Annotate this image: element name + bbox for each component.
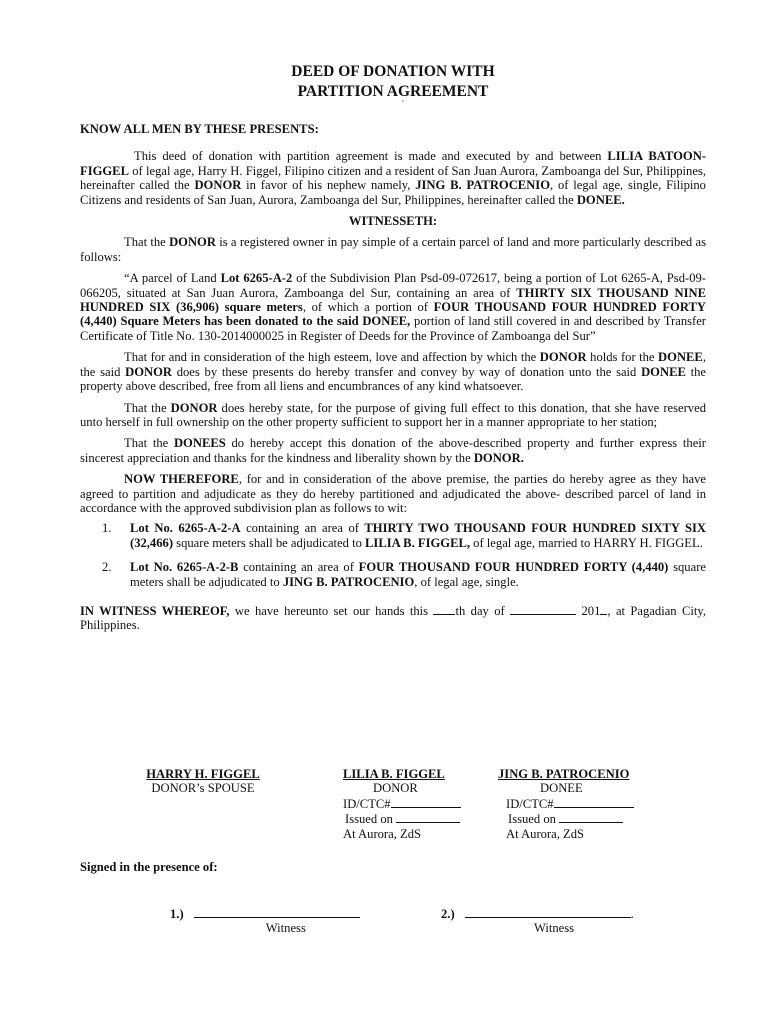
deed-document (80, 62, 706, 633)
acceptance-paragraph: That the DONEES do hereby accept this donation of the above-described property and further express their sincerest appreciation and thanks for the kindness and liberality shown by the DONOR. (80, 436, 707, 465)
witnesseth-heading: WITNESSETH: (348, 214, 438, 229)
signatory-role: DONOR’s SPOUSE (151, 781, 255, 796)
witness-signature-line[interactable] (194, 905, 360, 918)
signatory-name: JING B. PATROCENIO (498, 767, 630, 781)
signatory-role: DONOR (373, 781, 418, 796)
signatory-spouse (136, 767, 270, 796)
signatory-name: HARRY H. FIGGEL (146, 767, 260, 781)
witness-trailing-mark: . (630, 907, 634, 921)
day-blank[interactable] (433, 603, 455, 615)
now-therefore-paragraph: NOW THEREFORE, for and in consideration of the above premise, the parties do hereby agree as they have agreed to partition and adjudicate as they do hereby partitioned and adjudicated the above- described parcel of land in accordance with the approved subdivision plan as follows to wit: (80, 472, 706, 515)
witness-label: Witness (265, 921, 306, 936)
witness-signature-line[interactable] (465, 905, 631, 918)
witness-1 (170, 905, 360, 936)
adjudication-item-1 (80, 521, 706, 550)
id-ctc-blank[interactable] (391, 796, 461, 808)
item-text: Lot No. 6265-A-2-B containing an area of FOUR THOUSAND FOUR HUNDRED FORTY (4,440) square meters shall be adjudicated to JING B. PATROCENIO, of legal age, single. (130, 560, 706, 589)
signature-block (0, 767, 768, 847)
adjudication-item-2 (80, 560, 706, 589)
document-title-line2: PARTITION AGREEMENT (297, 83, 489, 100)
witness-number: 2.) (441, 907, 455, 921)
signatory-donor (343, 767, 461, 841)
signed-presence-heading: Signed in the presence of: (80, 860, 218, 874)
item-number: 1. (102, 521, 112, 536)
in-witness-paragraph: IN WITNESS WHEREOF, we have hereunto set our hands this th day of 201 , at Pagadian City, Philippines. (80, 603, 706, 633)
signatory-donee (498, 767, 634, 841)
issued-on-blank[interactable] (396, 811, 460, 823)
consideration-paragraph: That for and in consideration of the high esteem, love and affection by which the DONOR holds for the DONEE, the said DONOR does by these presents do hereby transfer and convey by way of donation unto the said DONEE the property above described, free from all liens and encumbrances of any kind whatsoever. (80, 350, 706, 394)
reservation-paragraph: That the DONOR does hereby state, for the purpose of giving full effect to this donation, that she have reserved unto herself in full ownership on the other property sufficient to support her in a manner appropriate to her station; (80, 400, 706, 429)
signatory-name: LILIA B. FIGGEL (343, 767, 445, 781)
issued-on-line: Issued on (343, 811, 461, 826)
intro-paragraph: This deed of donation with partition agreement is made and executed by and between LILIA BATOON-FIGGEL of legal age, Harry H. Figgel, Filipino citizen and a resident of San Juan Aurora, Zamboanga del Sur, Philippines, hereinafter called the DONOR in favor of his nephew namely, JING B. PATROCENIO, of legal age, single, Filipino Citizens and residents of San Juan, Aurora, Zamboanga del Sur, Philippines, hereinafter called the DONEE. (80, 149, 706, 207)
id-ctc-blank[interactable] (554, 796, 634, 808)
item-number: 2. (102, 560, 112, 575)
issued-at-line: At Aurora, ZdS (343, 826, 422, 841)
item-text: Lot No. 6265-A-2-A containing an area of THIRTY TWO THOUSAND FOUR HUNDRED SIXTY SIX (32,466) square meters shall be adjudicated to LILIA B. FIGGEL, of legal age, married to HARRY H. FIGGEL. (130, 521, 707, 550)
know-all-heading: KNOW ALL MEN BY THESE PRESENTS: (80, 122, 319, 136)
witness-2 (441, 905, 637, 936)
id-ctc-line: ID/CTC# (343, 796, 461, 811)
issued-at-line: At Aurora, ZdS (506, 826, 585, 841)
witness-label: Witness (533, 921, 575, 936)
land-description-paragraph: “A parcel of Land Lot 6265-A-2 of the Subdivision Plan Psd-09-072617, being a portion of Lot 6265-A, Psd-09-066205, situated at San Juan Aurora, Zamboanga del Sur, containing an area of THIRTY SIX THOUSAND NINE HUNDRED SIX (36,906) square meters, of which a portion of FOUR THOUSAND FOUR HUNDRED FORTY (4,440) Square Meters has been donated to the said DONEE, portion of land still covered in and described by Transfer Certificate of Title No. 130-2014000025 in Register of Deeds for the Province of Zamboanga del Sur” (80, 271, 707, 343)
month-blank[interactable] (510, 603, 576, 615)
signatory-role: DONEE (540, 781, 583, 796)
issued-on-line: Issued on (498, 811, 634, 826)
witness-number: 1.) (170, 907, 184, 921)
donor-ownership-paragraph: That the DONOR is a registered owner in pay simple of a certain parcel of land and more particularly described as follows: (80, 235, 707, 264)
document-title-line1: DEED OF DONATION WITH (291, 63, 495, 80)
issued-on-blank[interactable] (559, 811, 623, 823)
id-ctc-line: ID/CTC# (498, 796, 634, 811)
title-mark: ` (401, 100, 405, 111)
